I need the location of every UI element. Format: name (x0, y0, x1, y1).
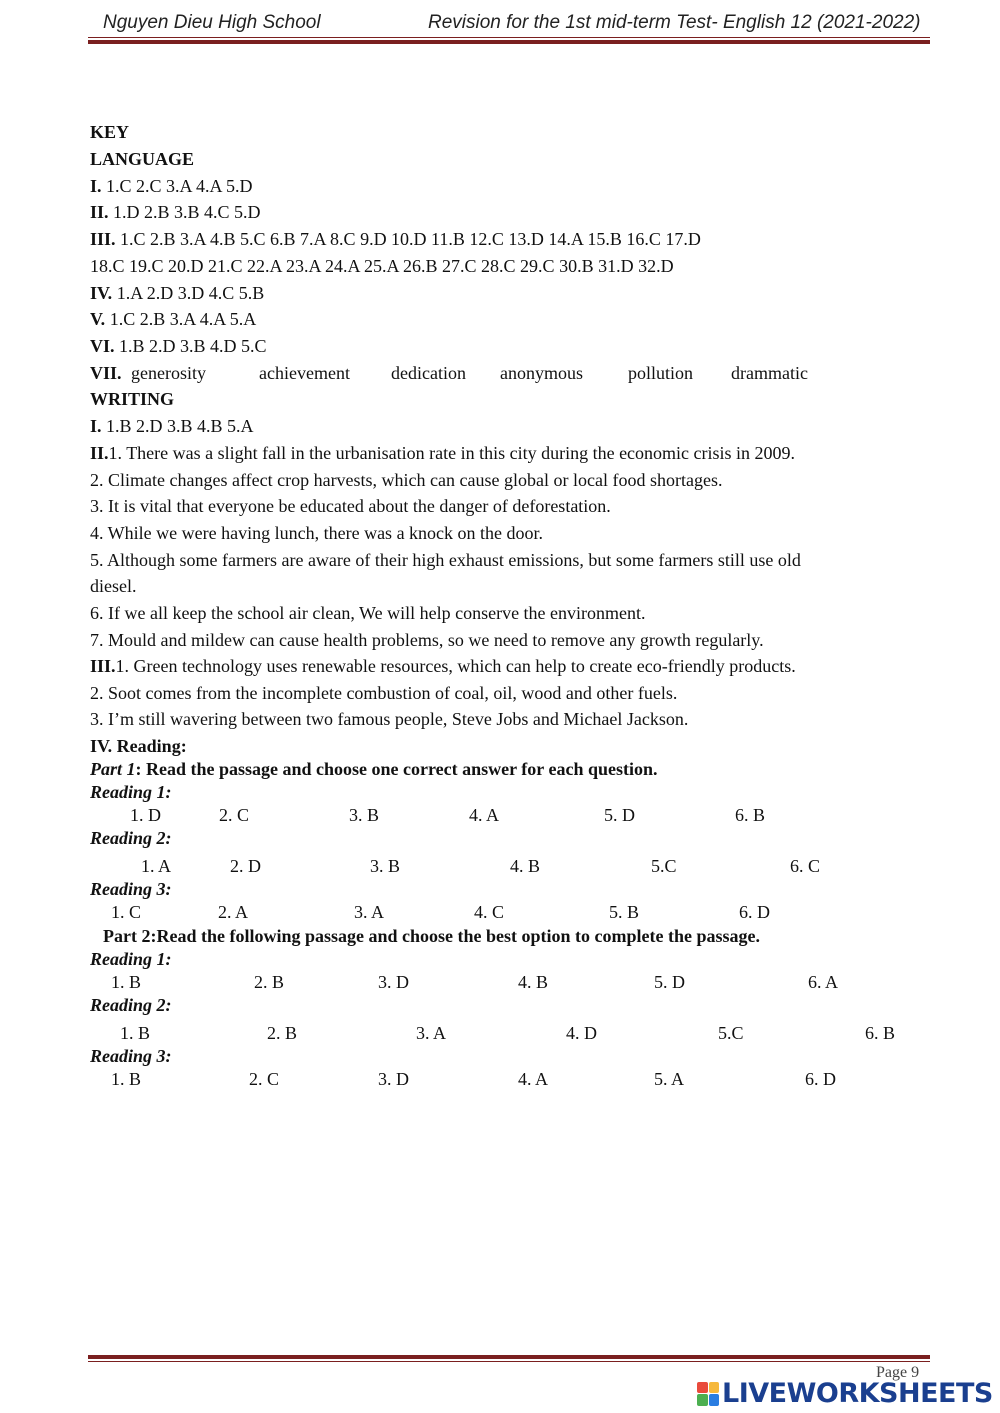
writing-i-text: 1.B 2.D 3.B 4.B 5.A (101, 416, 254, 436)
lang-v (90, 308, 256, 330)
header-rule-thin (88, 37, 930, 38)
writing-i (90, 415, 254, 437)
lang-iii (90, 228, 701, 250)
liveworksheets-icon (697, 1382, 719, 1406)
vii-word: pollution (628, 363, 694, 383)
language-title: LANGUAGE (90, 149, 195, 169)
p1-r3-answer: 6. D (739, 902, 770, 922)
lang-vi-label: VI. (90, 336, 115, 356)
p1-r2-answer: 4. B (510, 856, 541, 876)
liveworksheets-logo[interactable] (697, 1378, 993, 1409)
writing-iii-label: III. (90, 656, 116, 676)
page-number: Page 9 (876, 1364, 920, 1381)
p1-r2-answer: 1. A (141, 856, 172, 876)
p1-r3-answer: 2. A (218, 902, 249, 922)
p2-r1-answer: 3. D (378, 972, 409, 992)
part1-text: : Read the passage and choose one correct answer for each question. (135, 759, 658, 779)
p1-r1-answer: 3. B (349, 805, 380, 825)
writing-iii-line: 3. I’m still wavering between two famous people, Steve Jobs and Michael Jackson. (90, 709, 689, 729)
reading-title: IV. Reading: (90, 736, 187, 756)
p2-reading2-label: Reading 2: (90, 995, 172, 1015)
p2-r2-answer: 1. B (120, 1023, 151, 1043)
lang-i-label: I. (90, 176, 102, 196)
writing-ii-line: 1. There was a slight fall in the urbanisation rate in this city during the economic crisis in 2009. (108, 443, 796, 463)
p1-r1-answer: 1. D (130, 805, 161, 825)
header-title: Revision for the 1st mid-term Test- English 12 (2021-2022) (428, 12, 921, 33)
part1-heading (90, 758, 657, 780)
p2-r3-answer: 5. A (654, 1069, 685, 1089)
lang-ii (90, 201, 261, 223)
writing-title: WRITING (90, 389, 175, 409)
p2-r3-answer: 1. B (111, 1069, 142, 1089)
writing-ii-line: 3. It is vital that everyone be educated about the danger of deforestation. (90, 496, 611, 516)
vii-word: achievement (259, 363, 350, 383)
p2-r1-answer: 1. B (111, 972, 142, 992)
p2-r2-answer: 4. D (566, 1023, 597, 1043)
p1-r2-answer: 6. C (790, 856, 821, 876)
part2-heading: Part 2:Read the following passage and choose the best option to complete the passage. (103, 926, 760, 946)
part1-label: Part 1 (90, 759, 136, 779)
writing-ii-line: 6. If we all keep the school air clean, We will help conserve the environment. (90, 603, 646, 623)
p2-r3-answer: 2. C (249, 1069, 280, 1089)
p2-r1-answer: 6. A (808, 972, 839, 992)
p2-r2-answer: 5.C (718, 1023, 744, 1043)
lang-vii-label: VII. (90, 363, 122, 383)
p2-r1-answer: 2. B (254, 972, 285, 992)
lang-vi (90, 335, 267, 357)
footer-rule-thick (88, 1355, 930, 1359)
p2-r1-answer: 4. B (518, 972, 549, 992)
lang-iv-text: 1.A 2.D 3.D 4.C 5.B (112, 283, 265, 303)
vii-word: generosity (131, 363, 206, 383)
p2-r3-answer: 4. A (518, 1069, 549, 1089)
p1-r2-answer: 2. D (230, 856, 261, 876)
p2-r1-answer: 5. D (654, 972, 685, 992)
lang-iii-label: III. (90, 229, 116, 249)
vii-word: dedication (391, 363, 466, 383)
header-rule-thick (88, 40, 930, 44)
p2-r3-answer: 3. D (378, 1069, 409, 1089)
p1-r2-answer: 5.C (651, 856, 677, 876)
p2-r3-answer: 6. D (805, 1069, 836, 1089)
writing-iii-line: 2. Soot comes from the incomplete combustion of coal, oil, wood and other fuels. (90, 683, 678, 703)
p1-r3-answer: 1. C (111, 902, 142, 922)
p1-r1-answer: 2. C (219, 805, 250, 825)
lang-iii-text: 1.C 2.B 3.A 4.B 5.C 6.B 7.A 8.C 9.D 10.D 11.B 12.C 13.D 14.A 15.B 16.C 17.D (115, 229, 701, 249)
writing-ii-1 (90, 442, 795, 464)
lang-ii-text: 1.D 2.B 3.B 4.C 5.D (108, 202, 261, 222)
writing-ii-line: 5. Although some farmers are aware of their high exhaust emissions, but some farmers still use old (90, 550, 801, 570)
p1-r3-answer: 5. B (609, 902, 640, 922)
p1-reading2-label: Reading 2: (90, 828, 172, 848)
p2-r2-answer: 3. A (416, 1023, 447, 1043)
lang-iii-cont: 18.C 19.C 20.D 21.C 22.A 23.A 24.A 25.A 26.B 27.C 28.C 29.C 30.B 31.D 32.D (90, 256, 674, 276)
writing-iii-line: 1. Green technology uses renewable resources, which can help to create eco-friendly products. (115, 656, 796, 676)
writing-ii-line: 4. While we were having lunch, there was a knock on the door. (90, 523, 544, 543)
writing-ii-line: 7. Mould and mildew can cause health problems, so we need to remove any growth regularly. (90, 630, 764, 650)
p1-r1-answer: 4. A (469, 805, 500, 825)
p2-r2-answer: 6. B (865, 1023, 896, 1043)
vii-word: anonymous (500, 363, 583, 383)
writing-iii-1 (90, 655, 796, 677)
writing-ii-label: II. (90, 443, 109, 463)
header-school: Nguyen Dieu High School (103, 12, 321, 33)
writing-i-label: I. (90, 416, 102, 436)
key-title: KEY (90, 122, 130, 142)
lang-i (90, 175, 253, 197)
lang-v-label: V. (90, 309, 106, 329)
writing-ii-line: 2. Climate changes affect crop harvests, which can cause global or local food shortages. (90, 470, 723, 490)
p1-r3-answer: 3. A (354, 902, 385, 922)
lang-iv (90, 282, 264, 304)
footer-rule-thin (88, 1361, 930, 1362)
p2-reading1-label: Reading 1: (90, 949, 172, 969)
p1-reading3-label: Reading 3: (90, 879, 172, 899)
p1-r1-answer: 6. B (735, 805, 766, 825)
p2-reading3-label: Reading 3: (90, 1046, 172, 1066)
p1-r2-answer: 3. B (370, 856, 401, 876)
p1-reading1-label: Reading 1: (90, 782, 172, 802)
p2-r2-answer: 2. B (267, 1023, 298, 1043)
lang-vi-text: 1.B 2.D 3.B 4.D 5.C (114, 336, 267, 356)
lang-iv-label: IV. (90, 283, 113, 303)
p1-r1-answer: 5. D (604, 805, 635, 825)
lang-ii-label: II. (90, 202, 109, 222)
writing-ii-line: diesel. (90, 576, 137, 596)
liveworksheets-text: LIVEWORKSHEETS (722, 1378, 993, 1409)
lang-i-text: 1.C 2.C 3.A 4.A 5.D (101, 176, 253, 196)
lang-v-text: 1.C 2.B 3.A 4.A 5.A (105, 309, 257, 329)
p1-r3-answer: 4. C (474, 902, 505, 922)
vii-word: drammatic (731, 363, 808, 383)
